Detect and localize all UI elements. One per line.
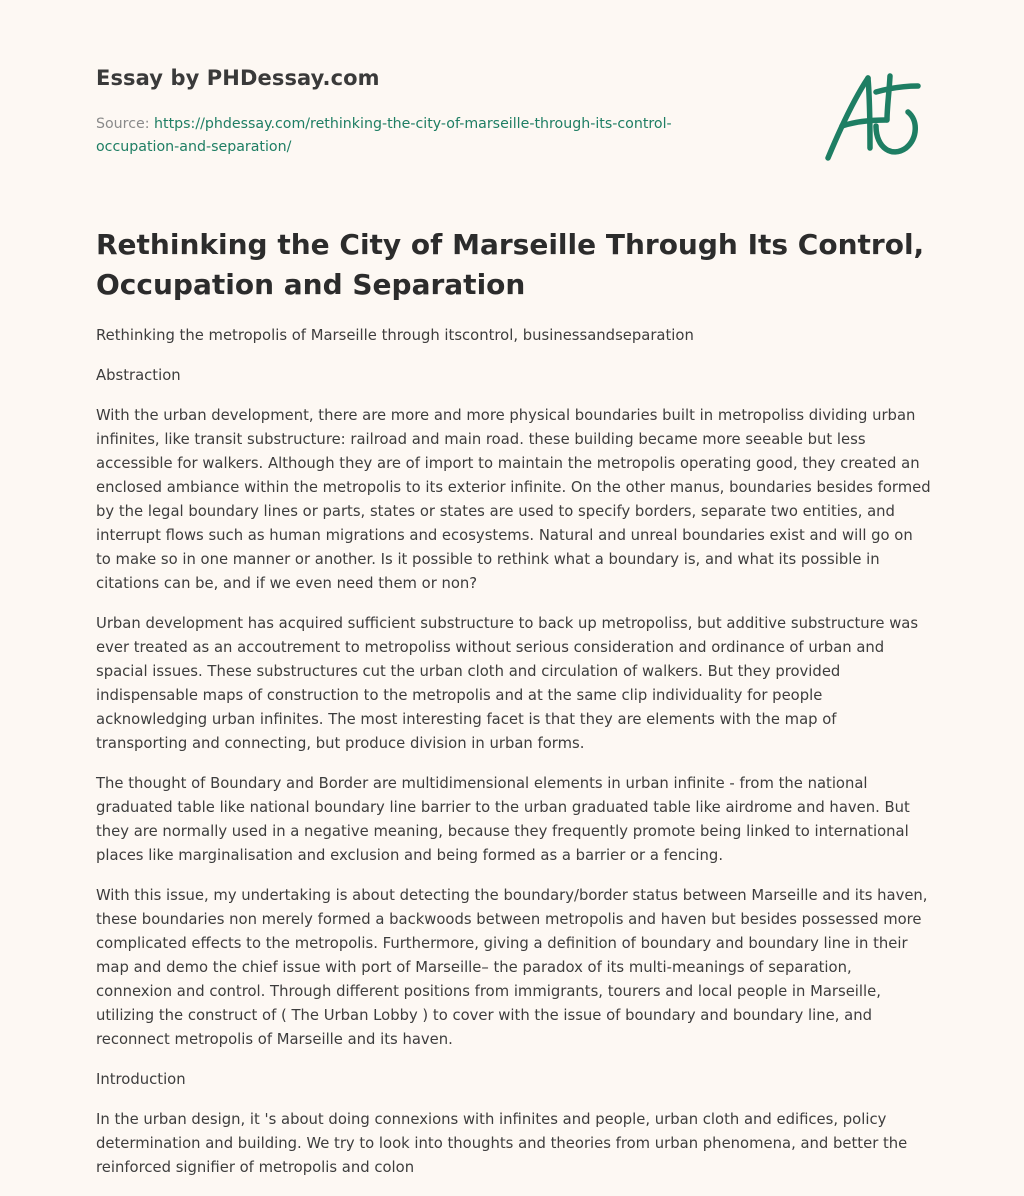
essay-paragraph: With this issue, my undertaking is about detecting the boundary/border status between Marseille and its haven, these boundaries non merely formed a backwoods between metropolis and haven but besides possessed more complicated effects to the metropolis. Furthermore, giving a definition of boundary and boundary line in their map and demo the chief issue with port of Marseille– the paradox of its multi-meanings of separation, connexion and control. Through different positions from immigrants, tourers and local people in Marseille, utilizing the construct of ( The Urban Lobby ) to cover with the issue of boundary and boundary line, and reconnect metropolis of Marseille and its haven. (96, 887, 928, 1048)
essay-paragraph: The thought of Boundary and Border are multidimensional elements in urban infinite - from the national graduated table like national boundary line barrier to the urban graduated table like airdrome and haven. But they are normally used in a negative meaning, because they frequently promote being linked to international places like marginalisation and exclusion and being formed as a barrier or a fencing. (96, 775, 910, 864)
section-heading-abstraction: Abstraction (96, 367, 181, 384)
essay-paragraph: With the urban development, there are more and more physical boundaries built in metropoliss dividing urban infinites, like transit substructure: railroad and main road. these building became more seeable but less accessible for walkers. Although they are of import to maintain the metropolis operating good, they created an enclosed ambiance within the metropolis to its exterior infinite. On the other manus, boundaries besides formed by the legal boundary lines or parts, states or states are used to specify borders, separate two entities, and interrupt flows such as human migrations and ecosystems. Natural and unreal boundaries exist and will go on to make so in one manner or another. Is it possible to rethink what a boundary is, and what its possible in citations can be, and if we even need them or non? (96, 407, 931, 592)
essay-paragraph: Urban development has acquired sufficient substructure to back up metropoliss, but additive substructure was ever treated as an accoutrement to metropoliss without serious consideration and ordinance of urban and spacial issues. These substructures cut the urban cloth and circulation of walkers. But they provided indispensable maps of construction to the metropolis and at the same clip individuality for people acknowledging urban infinites. The most interesting facet is that they are elements with the map of transporting and connecting, but produce division in urban forms. (96, 615, 919, 752)
source-link[interactable]: https://phdessay.com/rethinking-the-city-of-marseille-through-its-control-occupation-and-separation/ (96, 116, 672, 155)
essay-body (96, 324, 932, 1196)
source-label: Source: (96, 116, 150, 132)
essay-title: Rethinking the City of Marseille Through Its Control, Occupation and Separation (96, 228, 925, 301)
site-title: Essay by PHDessay.com (96, 66, 380, 90)
source-line (96, 113, 736, 159)
essay-subtitle: Rethinking the metropolis of Marseille through itscontrol, businessandseparation (96, 327, 694, 344)
essay-paragraph: In the urban design, it 's about doing connexions with infinites and people, urban cloth and edifices, policy determination and building. We try to look into thoughts and theories from urban phenomena, and better the reinforced signifier of metropolis and colon (96, 1111, 908, 1176)
section-heading-introduction: Introduction (96, 1071, 186, 1088)
a-plus-logo-icon (820, 64, 930, 164)
